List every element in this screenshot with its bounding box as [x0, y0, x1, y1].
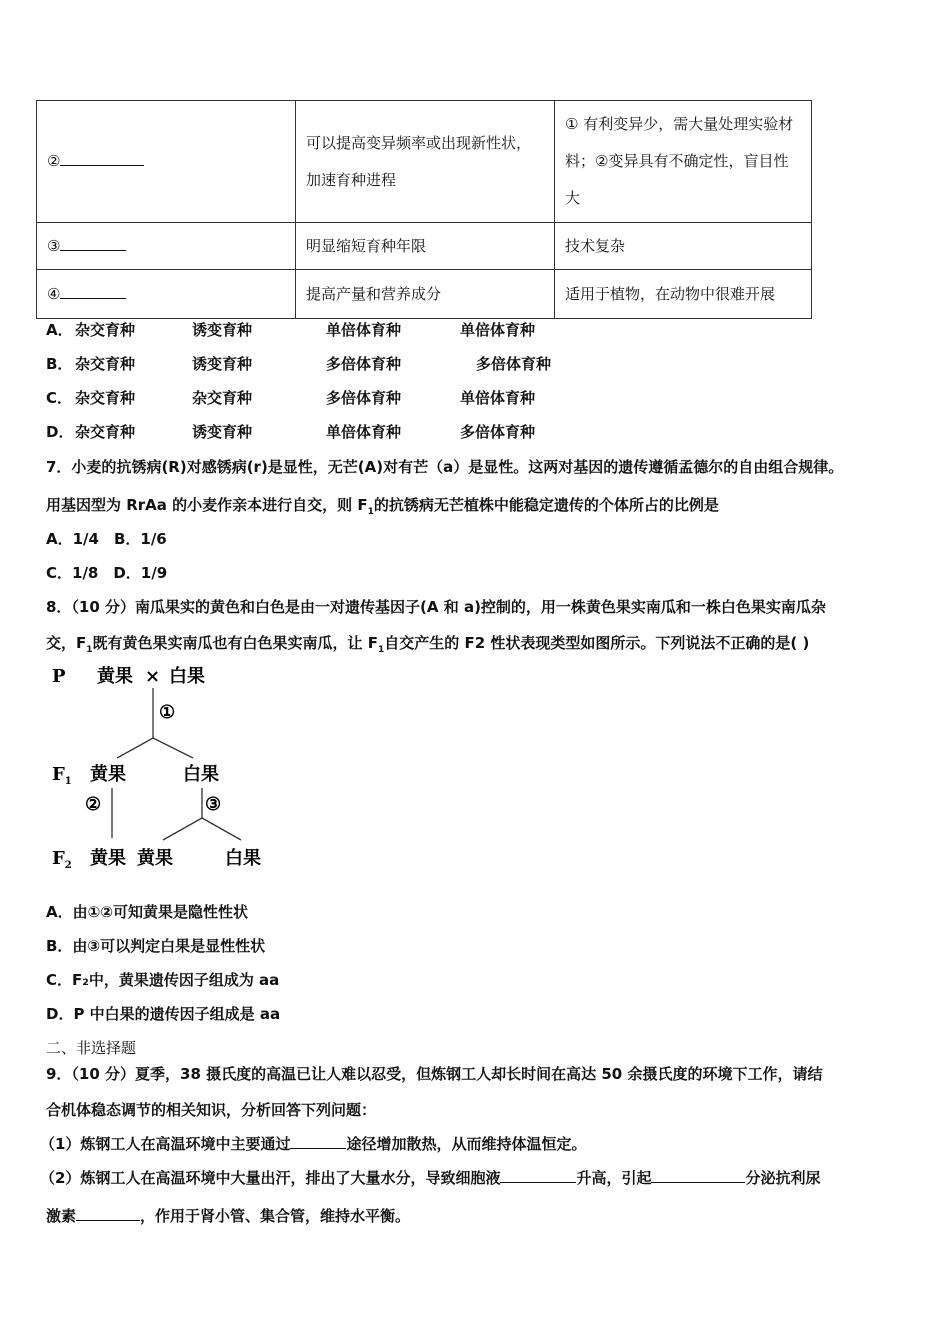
q6-option-item: 多倍体育种 [460, 423, 536, 441]
step-1: ① [159, 702, 176, 723]
label-f2: $F_2$ [52, 848, 72, 871]
q6-option-item: 多倍体育种 [326, 355, 402, 373]
advantage-cell: 提高产量和营养成分 [296, 270, 555, 319]
q9-sub1: （1）炼钢工人在高温环境中主要通过 途径增加散热，从而维持体温恒定。 [40, 1135, 587, 1153]
q6-option-item: 单倍体育种 [460, 389, 536, 407]
q6-option-item: 诱变育种 [192, 355, 253, 373]
inheritance-diagram [45, 660, 275, 875]
step-2: ② [85, 794, 102, 815]
answer-blank[interactable] [76, 1206, 140, 1221]
p-white: 白果 [169, 666, 205, 687]
q8-line2: 交，$F_1$既有黄色果实南瓜也有白色果实南瓜，让 $F_1$自交产生的 F2 性状表现类型如图所示。下列说法不正确的是( ) [46, 634, 810, 655]
section-heading: 二、非选择题 [46, 1039, 137, 1057]
label-f1: $F_1$ [52, 764, 72, 787]
f1-yellow: 黄果 [90, 764, 126, 785]
disadvantage-cell: ① 有利变异少，需大量处理实验材料；②变异具有不确定性，盲目性大 [555, 101, 812, 223]
q6-option-item: 诱变育种 [192, 321, 253, 339]
method-cell: ③ [37, 223, 296, 270]
q7-options-cd[interactable]: C．1/8 D．1/9 [46, 564, 168, 582]
q6-option-item: 杂交育种 [192, 389, 253, 407]
answer-blank[interactable] [500, 1168, 576, 1183]
q6-option-item: 多倍体育种 [326, 389, 402, 407]
q6-option-item: 单倍体育种 [326, 423, 402, 441]
q6-option-label[interactable]: A． [46, 321, 73, 339]
f2-yellow-2: 黄果 [137, 848, 173, 869]
q6-option-item: 杂交育种 [75, 423, 136, 441]
q9-sub3: 激素 ，作用于肾小管、集合管，维持水平衡。 [46, 1207, 411, 1225]
q9-line2: 合机体稳态调节的相关知识，分析回答下列问题： [46, 1101, 377, 1119]
q6-option-item: 诱变育种 [192, 423, 253, 441]
q9-line1: 9．（10 分）夏季，38 摄氏度的高温已让人难以忍受，但炼钢工人却长时间在高达 50 余摄氏度的环境下工作，请结 [46, 1065, 823, 1083]
q6-option-item: 杂交育种 [75, 321, 136, 339]
advantage-cell: 明显缩短育种年限 [296, 223, 555, 270]
cross-sign: × [145, 666, 161, 687]
q6-option-item: 单倍体育种 [326, 321, 402, 339]
f2-white: 白果 [225, 848, 261, 869]
method-cell: ② [37, 101, 296, 223]
q6-option-item: 杂交育种 [75, 389, 136, 407]
q6-option-item: 单倍体育种 [460, 321, 536, 339]
disadvantage-cell: 技术复杂 [555, 223, 812, 270]
q6-option-label[interactable]: B． [46, 355, 73, 373]
q6-option-label[interactable]: C． [46, 389, 73, 407]
q6-option-item: 多倍体育种 [476, 355, 552, 373]
q8-option-c[interactable]: C．F₂中，黄果遗传因子组成为 aa [46, 971, 280, 989]
step-3: ③ [205, 794, 222, 815]
q8-line1: 8．（10 分）南瓜果实的黄色和白色是由一对遗传基因子(A 和 a)控制的，用一株黄色果实南瓜和一株白色果实南瓜杂 [46, 598, 826, 616]
advantage-cell: 可以提高变异频率或出现新性状，加速育种进程 [296, 101, 555, 223]
f2-yellow-1: 黄果 [90, 848, 126, 869]
q8-option-a[interactable]: A．由①②可知黄果是隐性性状 [46, 903, 249, 921]
q7-options-ab[interactable]: A．1/4 B．1/6 [46, 530, 167, 548]
q6-option-item: 杂交育种 [75, 355, 136, 373]
answer-blank[interactable] [290, 1134, 346, 1149]
q7-line2: 用基因型为 RrAa 的小麦作亲本进行自交，则 $F_1$的抗锈病无芒植株中能稳定遗传的个体所占的比例是 [46, 496, 719, 517]
q6-option-label[interactable]: D． [46, 423, 74, 441]
p-yellow: 黄果 [97, 666, 133, 687]
f1-white: 白果 [183, 764, 219, 785]
label-p: P [52, 666, 66, 687]
method-cell: ④ [37, 270, 296, 319]
q7-line1: 7．小麦的抗锈病(R)对感锈病(r)是显性，无芒(A)对有芒（a）是显性。这两对基因的遗传遵循孟德尔的自由组合规律。 [46, 458, 844, 476]
q9-sub2: （2）炼钢工人在高温环境中大量出汗，排出了大量水分，导致细胞液 升高，引起 分泌抗利尿 [40, 1169, 821, 1187]
q8-option-b[interactable]: B．由③可以判定白果是显性性状 [46, 937, 266, 955]
q8-option-d[interactable]: D．P 中白果的遗传因子组成是 aa [46, 1005, 281, 1023]
breeding-table [36, 100, 812, 319]
disadvantage-cell: 适用于植物，在动物中很难开展 [555, 270, 812, 319]
answer-blank[interactable] [651, 1168, 745, 1183]
